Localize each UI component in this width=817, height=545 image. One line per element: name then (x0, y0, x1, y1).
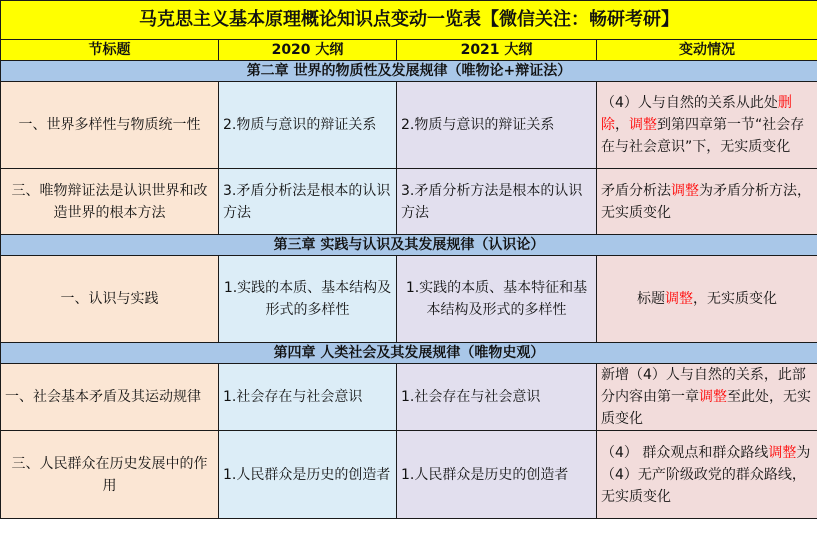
table-row (1, 169, 817, 235)
outline-2021: 1.实践的本质、基本特征和基本结构及形式的多样性 (397, 256, 597, 343)
change-note: （4）人与自然的关系从此处删除，调整到第四章第一节“社会存在与社会意识”下，无实质变化 (597, 82, 817, 169)
header-change: 变动情况 (597, 40, 817, 61)
change-note: （4） 群众观点和群众路线调整为（4）无产阶级政党的群众路线，无实质变化 (597, 431, 817, 519)
chapter-heading: 第四章 人类社会及其发展规律（唯物史观） (1, 343, 817, 364)
table-title: 马克思主义基本原理概论知识点变动一览表【微信关注：畅研考研】 (1, 1, 817, 40)
chapter-heading: 第二章 世界的物质性及发展规律（唯物论+辩证法） (1, 61, 817, 82)
outline-2020: 1.社会存在与社会意识 (219, 364, 397, 431)
section-title: 一、认识与实践 (1, 256, 219, 343)
outline-2021: 1.社会存在与社会意识 (397, 364, 597, 431)
outline-2020: 1.实践的本质、基本结构及形式的多样性 (219, 256, 397, 343)
table-row (1, 364, 817, 431)
outline-2021: 3.矛盾分析方法是根本的认识方法 (397, 169, 597, 235)
outline-2020: 3.矛盾分析法是根本的认识方法 (219, 169, 397, 235)
table-row (1, 256, 817, 343)
header-2020: 2020 大纲 (219, 40, 397, 61)
section-title: 三、人民群众在历史发展中的作用 (1, 431, 219, 519)
section-title: 三、唯物辩证法是认识世界和改造世界的根本方法 (1, 169, 219, 235)
header-section: 节标题 (1, 40, 219, 61)
table-row (1, 431, 817, 519)
outline-2020: 1.人民群众是历史的创造者 (219, 431, 397, 519)
section-title: 一、世界多样性与物质统一性 (1, 82, 219, 169)
chapter-heading: 第三章 实践与认识及其发展规律（认识论） (1, 235, 817, 256)
outline-2021: 1.人民群众是历史的创造者 (397, 431, 597, 519)
table-row (1, 82, 817, 169)
header-2021: 2021 大纲 (397, 40, 597, 61)
change-note: 标题调整，无实质变化 (597, 256, 817, 343)
outline-2021: 2.物质与意识的辩证关系 (397, 82, 597, 169)
outline-2020: 2.物质与意识的辩证关系 (219, 82, 397, 169)
change-note: 新增（4）人与自然的关系，此部分内容由第一章调整至此处，无实质变化 (597, 364, 817, 431)
change-note: 矛盾分析法调整为矛盾分析方法，无实质变化 (597, 169, 817, 235)
section-title: 一、社会基本矛盾及其运动规律 (1, 364, 219, 431)
